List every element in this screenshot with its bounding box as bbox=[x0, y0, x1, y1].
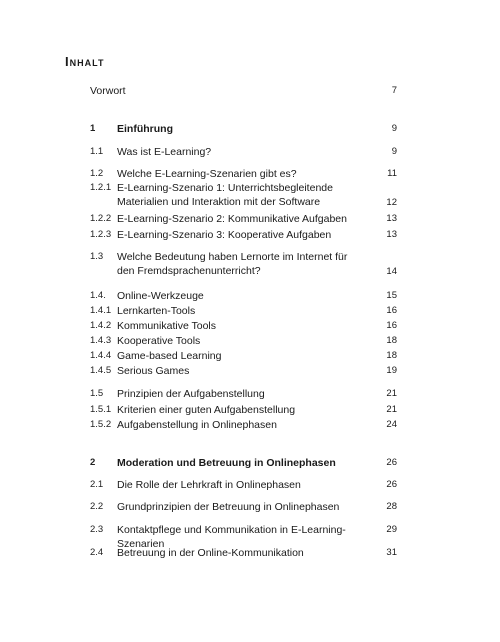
toc-entry-number: 1.2 bbox=[90, 168, 104, 179]
toc-entry-page: 16 bbox=[386, 320, 397, 331]
toc-entry-number: 1.4.3 bbox=[90, 335, 112, 346]
toc-entry-title: Kriterien einer guten Aufgabenstellung bbox=[117, 404, 296, 416]
toc-entry-title: Serious Games bbox=[117, 365, 190, 377]
toc-entry-page: 12 bbox=[386, 197, 397, 208]
toc-entry-number: 2.4 bbox=[90, 547, 104, 558]
toc-entry-title: Moderation und Betreuung in Onlinephasen bbox=[117, 457, 336, 469]
toc-entry-page: 29 bbox=[386, 524, 397, 535]
toc-entry-number: 1.4.4 bbox=[90, 350, 112, 361]
toc-entry-number: 2.3 bbox=[90, 524, 104, 535]
toc-entry-number: 1.4.1 bbox=[90, 305, 112, 316]
toc-entry-title: Welche Bedeutung haben Lernorte im Internet für den Fremdsprachenunterricht? bbox=[117, 251, 348, 277]
toc-entry-title: Grundprinzipien der Betreuung in Onlinephasen bbox=[117, 501, 340, 513]
toc-entry-number: 2.1 bbox=[90, 479, 104, 490]
toc-entry-page: 28 bbox=[386, 501, 397, 512]
toc-entry-number: 1.2.3 bbox=[90, 229, 112, 240]
toc-entry-page: 24 bbox=[386, 419, 397, 430]
toc-entry-page: 15 bbox=[386, 290, 397, 301]
toc-entry-page: 18 bbox=[386, 335, 397, 346]
toc-entry-page: 9 bbox=[391, 146, 397, 157]
toc-entry-title: Kontaktpflege und Kommunikation in E-Learning-Szenarien bbox=[117, 524, 346, 550]
toc-entry-number: 2 bbox=[90, 457, 96, 468]
toc-heading: Inhalt bbox=[65, 54, 105, 69]
toc-entry-title: Betreuung in der Online-Kommunikation bbox=[117, 547, 304, 559]
toc-entry-number: 1.5.2 bbox=[90, 419, 112, 430]
toc-entry-number: 1.2.1 bbox=[90, 182, 112, 193]
toc-entry-page: 9 bbox=[391, 123, 397, 134]
toc-entry-title: Einführung bbox=[117, 123, 173, 135]
toc-entry-page: 19 bbox=[386, 365, 397, 376]
toc-entry-page: 18 bbox=[386, 350, 397, 361]
toc-entry-title: Online-Werkzeuge bbox=[117, 290, 204, 302]
toc-entry-page: 26 bbox=[386, 457, 397, 468]
toc-entry-title: Die Rolle der Lehrkraft in Onlinephasen bbox=[117, 479, 301, 491]
toc-entry-title: Aufgabenstellung in Onlinephasen bbox=[117, 419, 277, 431]
toc-entry-number: 1.5.1 bbox=[90, 404, 112, 415]
toc-entry-page: 14 bbox=[386, 266, 397, 277]
toc-entry-title: Vorwort bbox=[90, 85, 126, 97]
toc-entry-number: 2.2 bbox=[90, 501, 104, 512]
toc-entry-page: 16 bbox=[386, 305, 397, 316]
toc-entry-number: 1.4.5 bbox=[90, 365, 112, 376]
toc-entry-number: 1.4.2 bbox=[90, 320, 112, 331]
toc-entry-title: Kooperative Tools bbox=[117, 335, 201, 347]
toc-entry-title: Was ist E-Learning? bbox=[117, 146, 212, 158]
toc-entry-title: Kommunikative Tools bbox=[117, 320, 217, 332]
toc-entry-number: 1.4. bbox=[90, 290, 106, 301]
toc-entry-title: Welche E-Learning-Szenarien gibt es? bbox=[117, 168, 297, 180]
toc-entry-page: 11 bbox=[387, 168, 397, 179]
toc-entry-number: 1.1 bbox=[90, 146, 104, 157]
toc-entry-number: 1.5 bbox=[90, 388, 104, 399]
toc-entry-page: 21 bbox=[386, 404, 397, 415]
toc-entry-title: Game-based Learning bbox=[117, 350, 222, 362]
toc-entry-page: 21 bbox=[386, 388, 397, 399]
toc-entry-title: Prinzipien der Aufgabenstellung bbox=[117, 388, 265, 400]
toc-entry-page: 31 bbox=[386, 547, 397, 558]
toc-entry-title: Lernkarten-Tools bbox=[117, 305, 196, 317]
toc-entry-page: 13 bbox=[386, 213, 397, 224]
toc-entry-number: 1 bbox=[90, 123, 96, 134]
toc-entry-number: 1.2.2 bbox=[90, 213, 112, 224]
toc-entry-title: E-Learning-Szenario 3: Kooperative Aufgaben bbox=[117, 229, 332, 241]
toc-entry-title: E-Learning-Szenario 1: Unterrichtsbegleitende Materialien und Interaktion mit der Software bbox=[117, 182, 333, 208]
toc-entry-page: 26 bbox=[386, 479, 397, 490]
toc-entry-page: 13 bbox=[386, 229, 397, 240]
toc-entry-number: 1.3 bbox=[90, 251, 104, 262]
toc-entry-title: E-Learning-Szenario 2: Kommunikative Aufgaben bbox=[117, 213, 347, 225]
toc-entry-page: 7 bbox=[391, 85, 397, 96]
